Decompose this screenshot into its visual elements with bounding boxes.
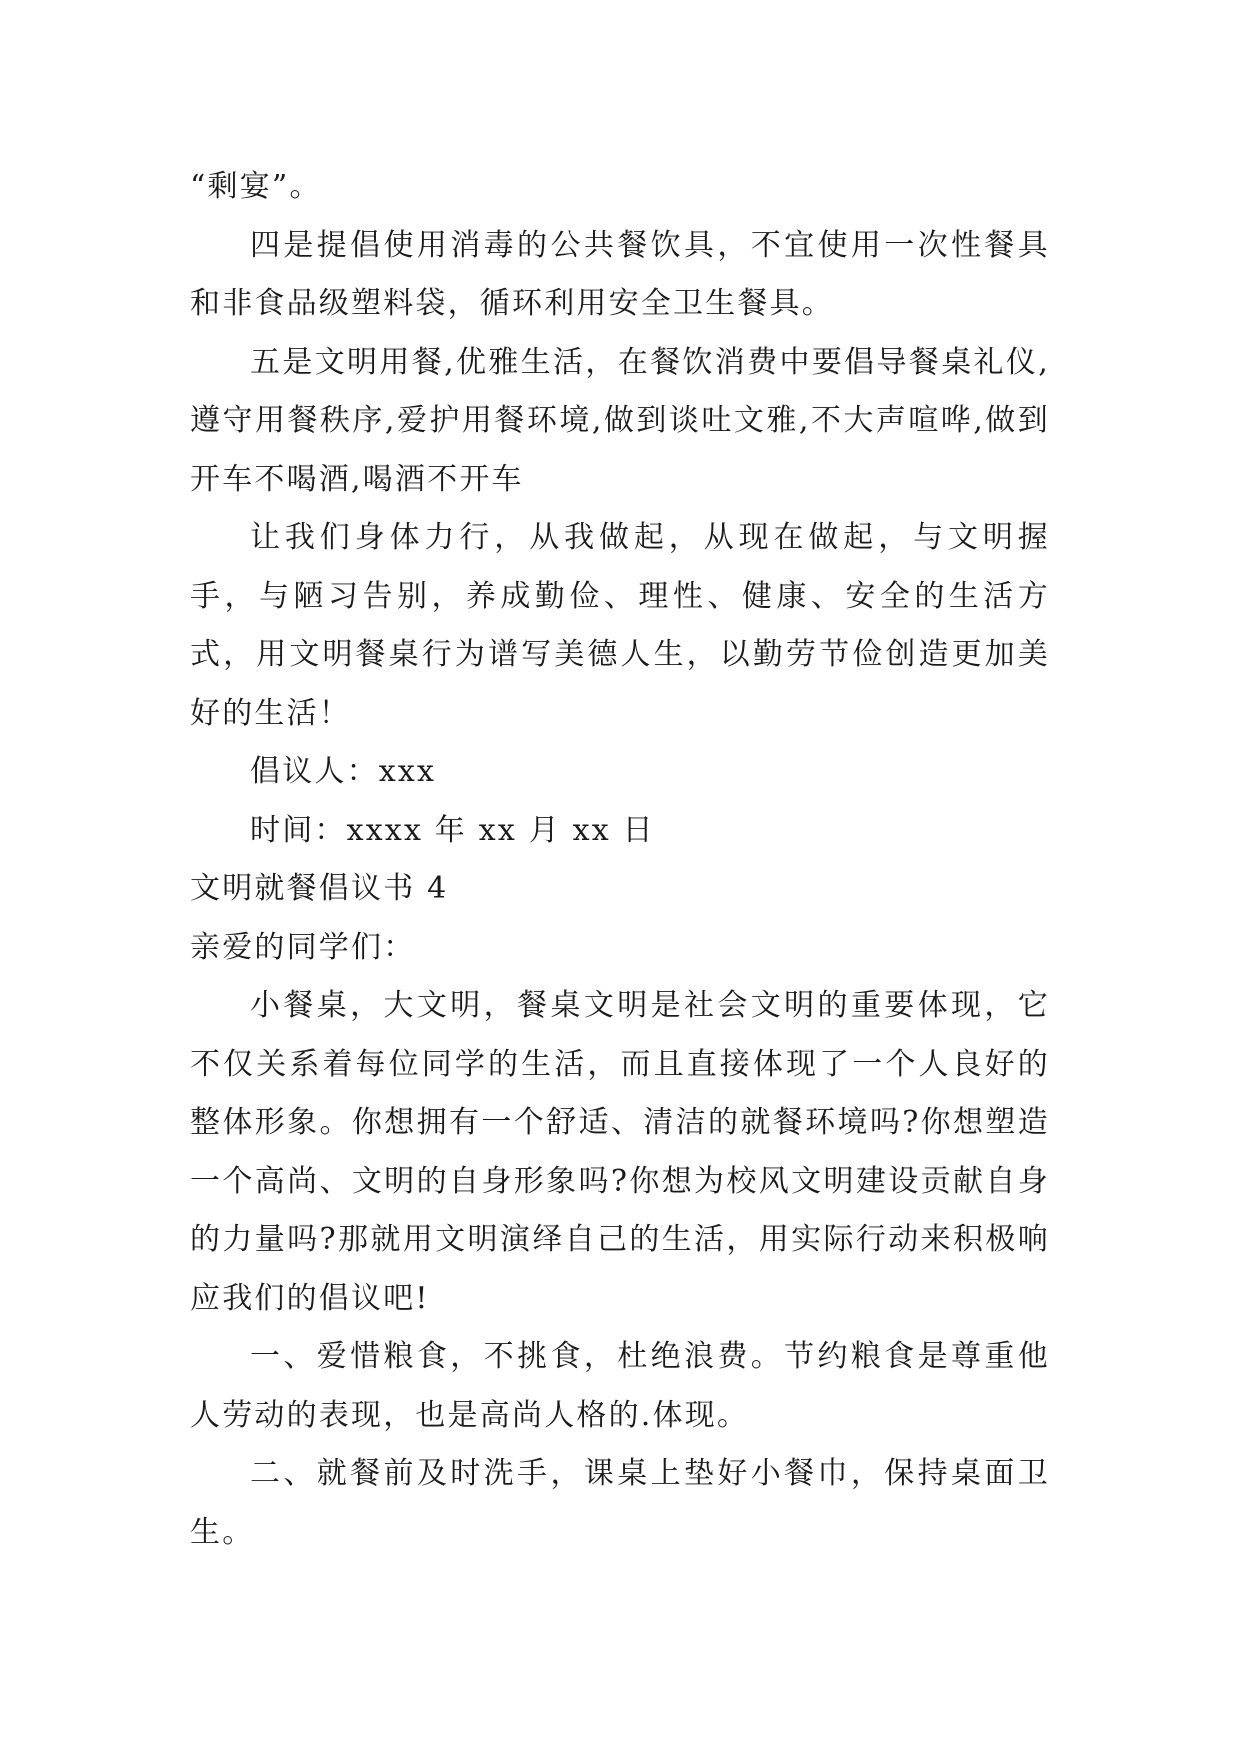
section-title: 文明就餐倡议书 4 <box>190 871 449 906</box>
continuation-paragraph: “剩宴”。 <box>190 169 322 204</box>
point-two-paragraph: 二、就餐前及时洗手，课桌上垫好小餐巾，保持桌面卫生。 <box>190 1456 1050 1550</box>
salutation: 亲爱的同学们： <box>190 929 416 965</box>
item-five-paragraph: 五是文明用餐,优雅生活，在餐饮消费中要倡导餐桌礼仪,遵守用餐秩序,爱护用餐环境,做到谈吐文雅,不大声喧哗,做到开车不喝酒,喝酒不开车 <box>190 344 1050 497</box>
item-four-paragraph: 四是提倡使用消毒的公共餐饮具，不宜使用一次性餐具和非食品级塑料袋，循环利用安全卫生餐具。 <box>190 227 1050 321</box>
date-line: 时间：xxxx 年 xx 月 xx 日 <box>250 812 655 848</box>
proposer-line: 倡议人：xxx <box>250 754 437 789</box>
document-page <box>190 158 1050 1562</box>
intro-paragraph: 小餐桌，大文明，餐桌文明是社会文明的重要体现，它不仅关系着每位同学的生活，而且直接体现了一个人良好的整体形象。你想拥有一个舒适、清洁的就餐环境吗?你想塑造一个高尚、文明的自身形象吗?你想为校风文明建设贡献自身的力量吗?那就用文明演绎自己的生活，用实际行动来积极响应我们的倡议吧! <box>190 988 1050 1316</box>
call-to-action-paragraph: 让我们身体力行，从我做起，从现在做起，与文明握手，与陋习告别，养成勤俭、理性、健康、安全的生活方式，用文明餐桌行为谱写美德人生，以勤劳节俭创造更加美好的生活！ <box>190 520 1050 731</box>
point-one-paragraph: 一、爱惜粮食，不挑食，杜绝浪费。节约粮食是尊重他人劳动的表现，也是高尚人格的.体现。 <box>190 1339 1050 1433</box>
